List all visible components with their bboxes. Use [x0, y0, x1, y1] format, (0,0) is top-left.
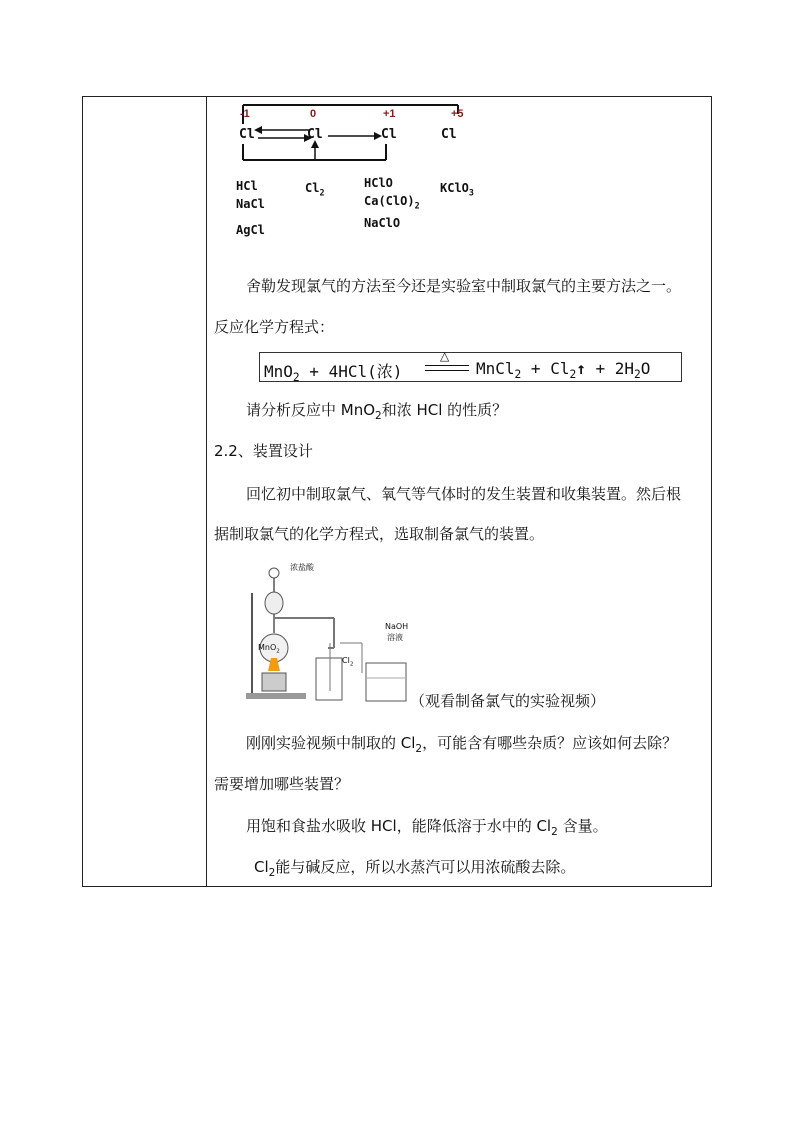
label-mno2: MnO$_2$	[258, 643, 280, 655]
label-solution: 溶液	[387, 633, 403, 642]
compound-hcl: HCl	[236, 179, 258, 193]
compound-naclo: NaClO	[364, 216, 401, 231]
paragraph-analyze: 请分析反应中 MnO$_2$和浓 HCl 的性质？	[246, 401, 508, 422]
compound-cl2	[305, 179, 325, 201]
paragraph-impurities: 刚刚实验视频中制取的 $Cl_2$，可能含有哪些杂质？应该如何去除？	[246, 734, 678, 755]
cl-zero: Cl	[307, 127, 323, 142]
paragraph-select: 据制取氯气的化学方程式，选取制备氯气的装置。	[214, 525, 545, 543]
ox-state-zero: 0	[310, 108, 317, 120]
ox-state-minus1: -1	[240, 108, 250, 120]
compounds-minus1	[236, 177, 265, 239]
section-heading: 2.2、装置设计	[214, 442, 313, 460]
cl-minus1: Cl	[239, 127, 255, 142]
cl2-sub: 2	[319, 187, 325, 198]
paragraph-equation-label: 反应化学方程式：	[214, 318, 335, 336]
paragraph-recall: 回忆初中制取氯气、氧气等气体时的发生装置和收集装置。然后根	[246, 485, 682, 503]
paragraph-brine: 用饱和食盐水吸收 HCl，能降低溶于水中的 $Cl_2$ 含量。	[246, 817, 608, 838]
cl2-base: Cl	[305, 181, 320, 195]
eq-right: MnCl$_2$ + $Cl_2↑ + 2H_2O$	[476, 359, 651, 382]
compound-kclo3	[440, 179, 474, 201]
ox-state-plus5: +5	[451, 108, 464, 120]
compounds-plus1	[364, 174, 420, 232]
kclo3-base: KClO	[440, 181, 469, 195]
compound-hclo: HClO	[364, 176, 393, 190]
label-naoh: NaOH	[385, 622, 409, 631]
compound-nacl: NaCl	[236, 197, 265, 211]
paragraph-scheele: 舍勒发现氯气的方法至今还是实验室中制取氯气的主要方法之一。	[246, 277, 682, 295]
label-cl2: $Cl_2$	[342, 656, 354, 668]
eq-double-line	[425, 365, 469, 371]
apparatus-caption: （观看制备氯气的实验视频）	[410, 692, 606, 710]
cl-plus5: Cl	[441, 127, 457, 142]
kclo3-sub: 3	[468, 187, 474, 198]
caclo2-sub: 2	[414, 200, 420, 211]
label-conc-hcl: 浓盐酸	[290, 563, 314, 572]
paragraph-additional-devices: 需要增加哪些装置？	[214, 775, 350, 793]
cl-plus1: Cl	[381, 127, 397, 142]
paragraph-sulfuric-acid: $Cl_2$能与碱反应，所以水蒸汽可以用浓硫酸去除。	[254, 858, 576, 879]
compound-agcl: AgCl	[236, 223, 265, 237]
caclo2-base: Ca(ClO)	[364, 194, 415, 208]
eq-left: MnO$_2$ + 4HCl(浓)	[264, 362, 403, 385]
equation-box	[259, 349, 682, 385]
ox-state-plus1: +1	[383, 108, 396, 120]
table-column-divider	[206, 97, 207, 886]
compound-caclo2	[364, 192, 420, 214]
eq-condition: △	[440, 349, 450, 363]
